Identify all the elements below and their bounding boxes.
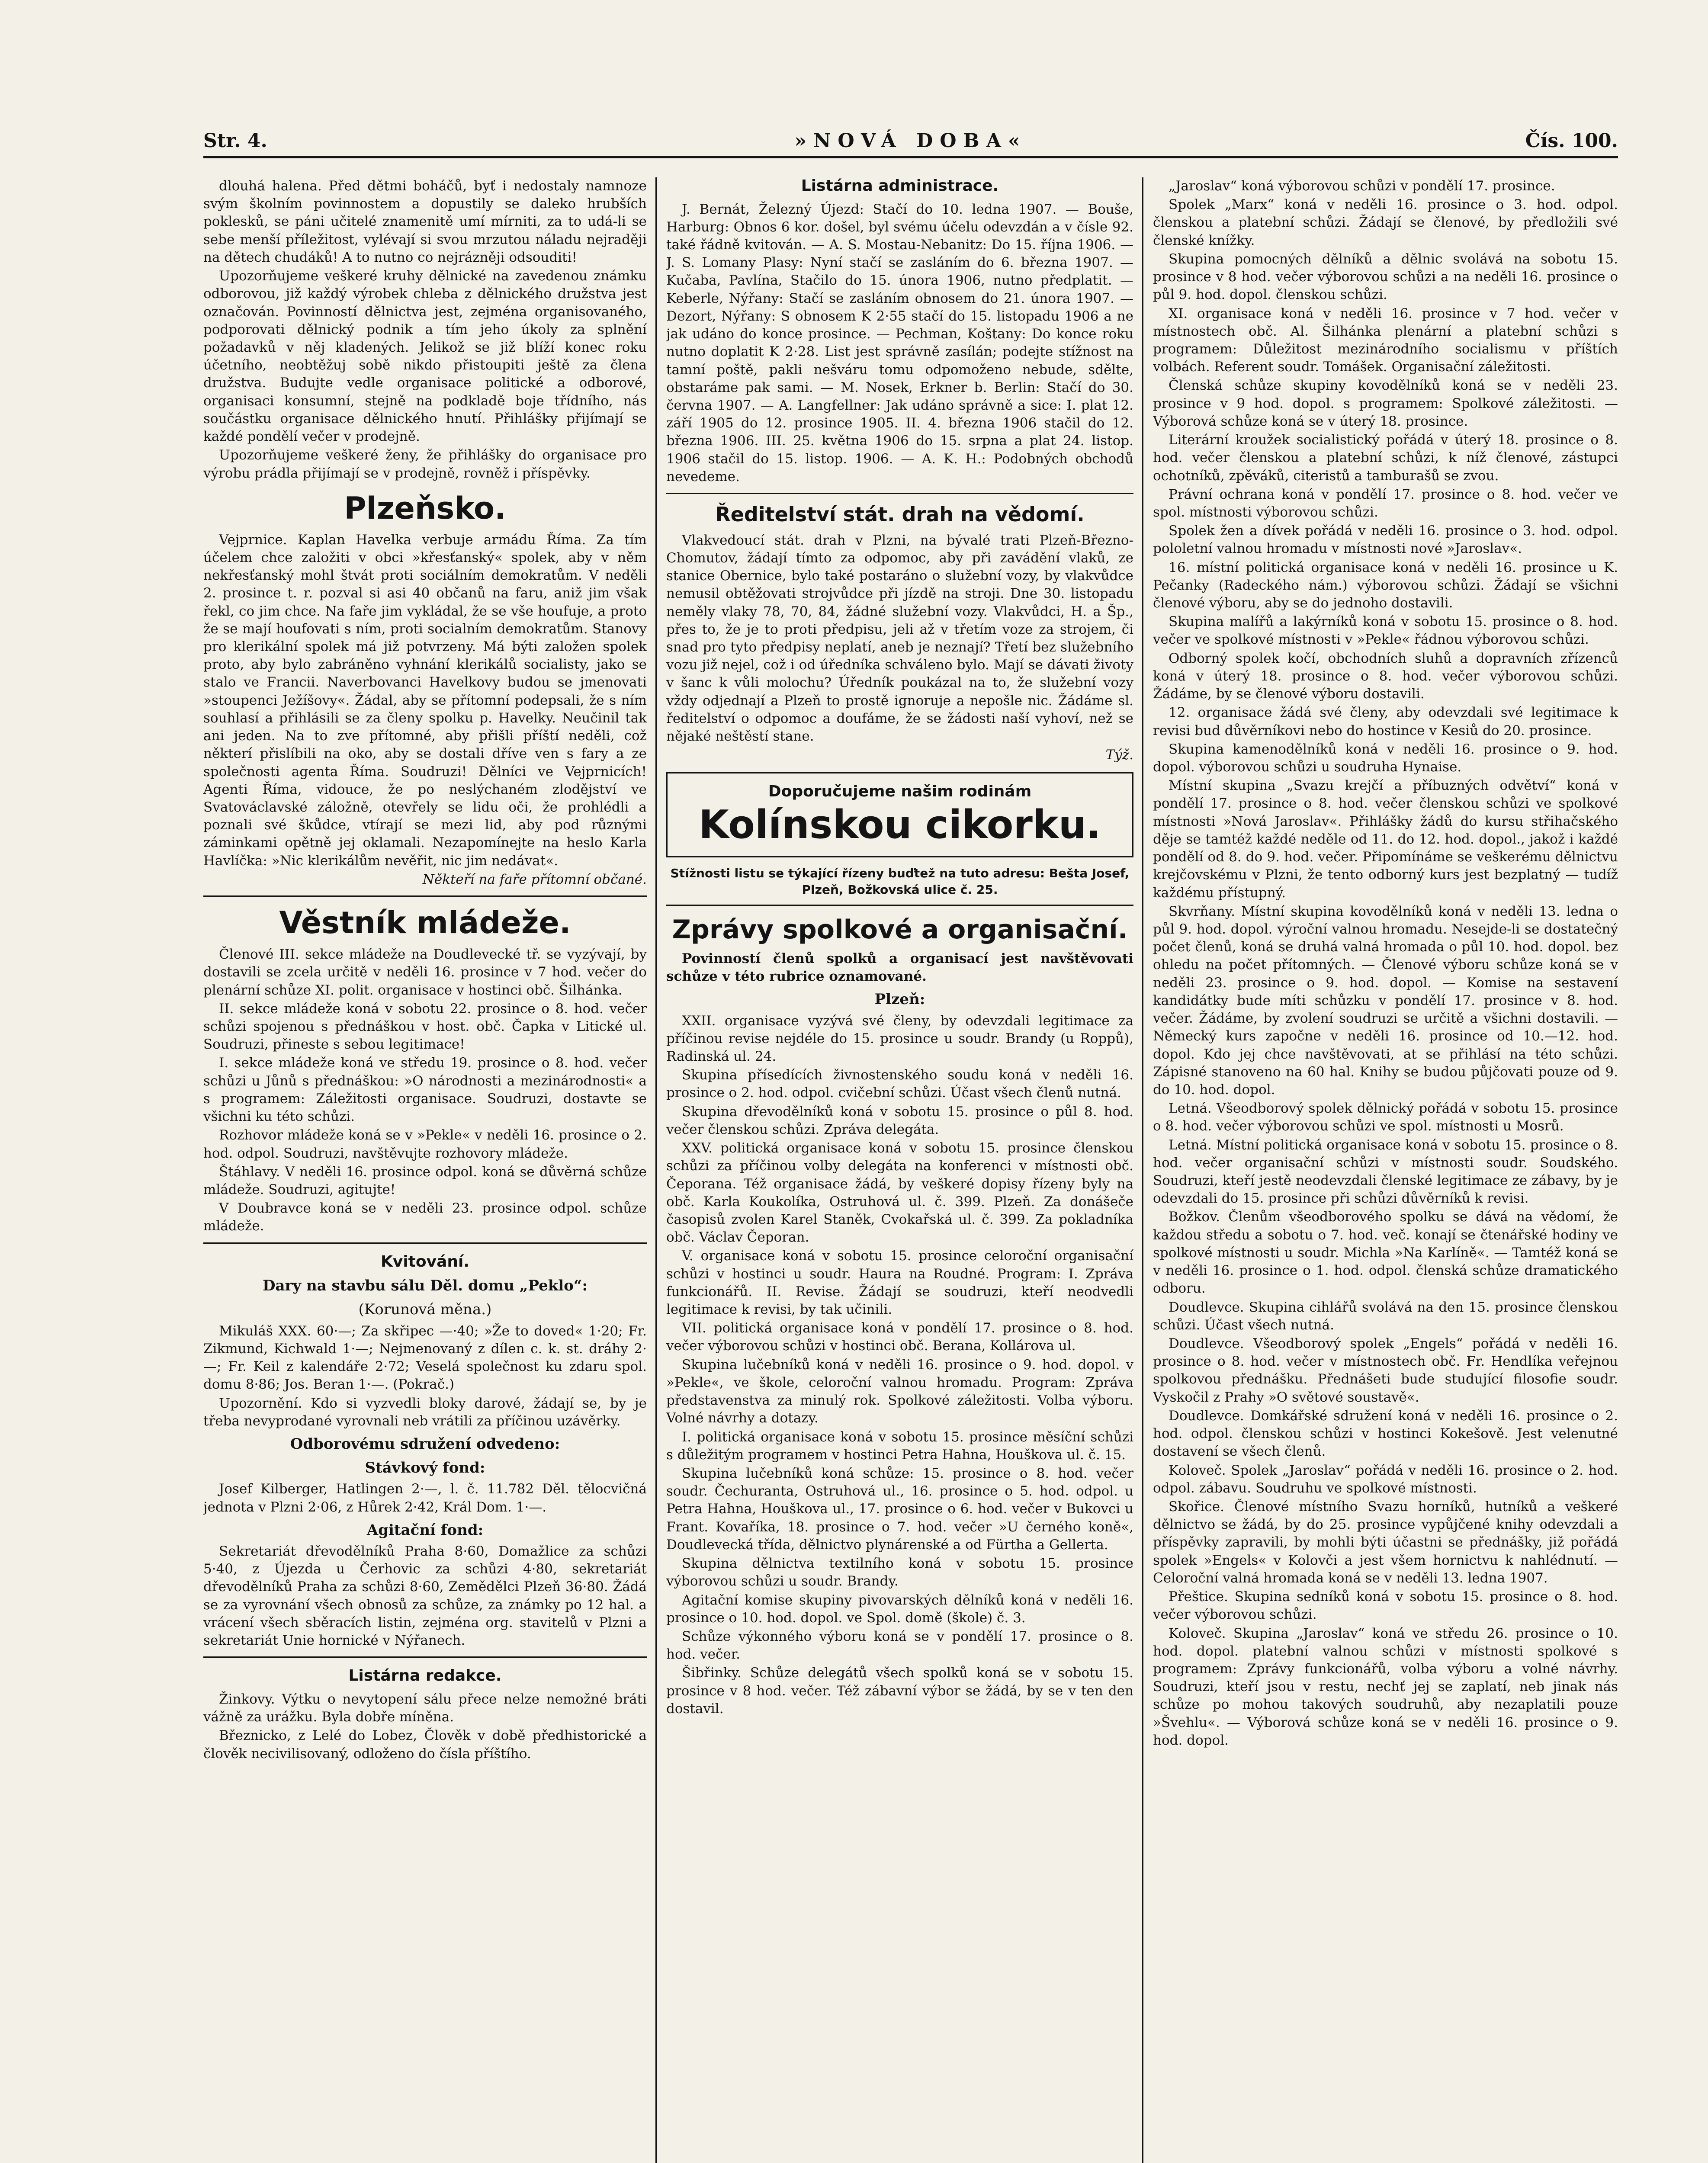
ad-product: Kolínskou cikorku. [699,802,1101,848]
paragraph: Povinností členů spolků a organisací jest navštěvovati schůze v této rubrice oznamované. [666,950,1133,985]
paragraph: VII. politická organisace koná v pondělí 17. prosince o 8. hod. večer výborovou schůzi v hostinci obč. Berana, Kollárova ul. [666,1320,1133,1354]
divider [666,905,1133,906]
paragraph: Sekretariát dřevodělníků Praha 8·60, Domažlice za schůzi 5·40, z Újezda u Čerhovic za schůzi 4·80, sekretariát dřevodělníků Praha za schůzi 8·60, Zemědělci Plzeň 36·80. Žádá se za vyrovnání všech obnosů za schůze, za známky po 12 hal. a vrácení všech sběracích listin, zejména org. stavitelů v Plzni a sekretariát Unie hornické v Nýřanech. [203,1544,647,1649]
paragraph: Skupina dělnictva textilního koná v sobotu 15. prosince výborovou schůzi u soudr. Brandy. [666,1556,1133,1589]
paragraph: Schůze výkonného výboru koná se v pondělí 17. prosince o 8. hod. večer. [666,1628,1133,1662]
ad-tagline: Doporučujeme našim rodinám [768,782,1032,800]
section-heading-zpravy-spolkove: Zprávy spolkové a organisační. [672,914,1128,945]
paragraph: Doudlevce. Domkářské sdružení koná v neděli 16. prosince o 2. hod. odpol. členskou schůzi v hostinci Kokešově. Jest velenutné dostavení se všech členů. [1153,1408,1618,1460]
section-heading-reditelstvi: Ředitelství stát. drah na vědomí. [715,503,1085,526]
paragraph: Vlakvedoucí stát. drah v Plzni, na bývalé trati Plzeň-Březno-Chomutov, žádají tímto za odpomoc, aby při zavádění vlaků, ze stanice Obernice, bylo také postaráno o služební vozy, by vlakvůdce nemusil obtěžovati strojvůdce při jízdě na stroji. Dne 30. listopadu neměly vlaky 78, 70, 84, žádné služební vozy. Vlakvůdci, H. a Šp., přes to, že je to proti předpisu, jeli až v třetím voze za strojem, či snad pro tyto předpisy neplatí, aneb je neznají? Třetí bez služebního vozu již nejel, což i od úředníka schváleno bylo. Mají se dávati životy v šanc k vůli molochu? Úředník poukázal na to, že služební vozy vždy odjednají a Plzeň to prostě ignoruje a nepošle nic. Žádáme sl. ředitelství o odpomoc a doufáme, že se žádosti naší vyhoví, než se nějaké neštěstí stane. [666,532,1133,745]
paragraph: Upozornění. Kdo si vyzvedli bloky darové, žádají se, by je třeba nevyprodané vyrovnali neb vrátili za příčinou uzávěrky. [203,1395,647,1429]
paragraph: V. organisace koná v sobotu 15. prosince celoroční organisační schůzi v hostinci u soudr. Haura na Roudné. Program: I. Zpráva funkcionářů. II. Revise. Žádají se soudruzi, kteří neodvedli legitimace k revisi, by tak učinili. [666,1248,1133,1318]
section-heading-listarna-redakce: Listárna redakce. [348,1667,502,1685]
subheading: (Korunová měna.) [358,1301,492,1319]
paragraph: XI. organisace koná v neděli 16. prosince v 7 hod. večer v místnostech obč. Al. Šilhánka plenární a platební schůzi s programem: Důležitost mezinárodního socialismu v příštích volbách. Referent soudr. Tomášek. Organisační záležitosti. [1153,305,1618,375]
paragraph: Letná. Všeodborový spolek dělnický pořádá v sobotu 15. prosince o 8. hod. večer výborovou schůzi ve spol. místnosti u Mosrů. [1153,1101,1618,1134]
paragraph: Místní skupina „Svazu krejčí a příbuzných odvětví“ koná v pondělí 17. prosince o 8. hod. večer členskou schůzi ve spolkové místnosti »Nová Jaroslav«. Přihlášky žádů do kursu střihačského děje se tamtéž každé neděle od 11. do 12. hod. dopol., jakož i každé pondělí od 8. do 9. hod. večer. Připomínáme se veškerému dělnictvu krejčovskému v Plzni, že tento odborný kurs jest bezplatný — tudíž každému přístupný. [1153,778,1618,901]
paragraph: Koloveč. Spolek „Jaroslav“ pořádá v neděli 16. prosince o 2. hod. odpol. zábavu. Soudruhu ve spolkové místnosti. [1153,1462,1618,1496]
masthead-title: »NOVÁ DOBA« [794,130,1027,152]
paragraph: Skupina přísedících živnostenského soudu koná v neděli 16. prosince o 2. hod. odpol. cvičební schůzi. Účast všech členů nutná. [666,1067,1133,1101]
subheading: Stávkový fond: [365,1459,485,1477]
divider [203,1242,647,1244]
paragraph: J. Bernát, Železný Újezd: Stačí do 10. ledna 1907. — Bouše, Harburg: Obnos 6 kor. došel, byl svému účelu odevzdán a v čísle 92. také řádně kvitován. — A. S. Mostau-Nebanitz: Do 15. října 1906. — J. S. Lomany Plasy: Nyní stačí se zasláním do 6. března 1907. — Kučaba, Pavlína, Stačilo do 15. února 1906, nutno předplatit. — Keberle, Nýřany: Stačí se zasláním obnosem do 21. února 1907. — Dezort, Nýřany: S obnosem K 2·55 stačí do 15. listopadu 1906 a ne jak udáno do konce prosince. — Pechman, Koštany: Do konce roku nutno doplatit K 2·28. List jest správně zasílán; podejte stížnost na tamní poště, pakli nešváru tomu odpomoženo nebude, sdělte, obstaráme pak sami. — M. Nosek, Erkner b. Berlin: Stačí do 30. června 1907. — A. Langfellner: Jak udáno správně a sice: I. plat 12. září 1905 do 12. prosince 1905. II. 4. března 1906 stačil do 12. března 1906. III. 25. května 1906 do 15. srpna a plat 24. listop. 1906 stačil do 15. listop. 1906. — A. K. H.: Podobných obchodů nevedeme. [666,201,1133,485]
paragraph: Skupina malířů a lakýrníků koná v sobotu 15. prosince o 8. hod. večer ve spolkové místnosti v »Pekle« řádnou výborovou schůzi. [1153,614,1618,648]
paragraph: I. politická organisace koná v sobotu 15. prosince měsíční schůzi s důležitým programem v hostinci Petra Hahna, Houškova ul. č. 15. [666,1429,1133,1463]
subheading: Dary na stavbu sálu Děl. domu „Peklo“: [262,1277,588,1295]
column-3 [1153,177,1618,2163]
paragraph: Vejprnice. Kaplan Havelka verbuje armádu Říma. Za tím účelem chce založiti v obci »křesťanský« spolek, aby v něm nekřesťanský mohl štvát proti sociálním demokratům. V neděli 2. prosince t. r. pozval si asi 40 občanů na faru, aniž jim však řekl, co jim chce. Na faře jim vykládal, že se vše houfuje, a proto že se mají houfovati s ním, proti socialním demokratům. Stanovy pro klerikální spolek má již potvrzeny. Má býti založen spolek proto, aby bylo zabráněno vyhnání klerikálů socialisty, jako se stalo ve Francii. Naverbovanci Havelkovy budou se jmenovati »stoupenci Ježíšovy«. Žádal, aby se přítomní podepsali, že s ním souhlasí a přihlásili se za členy spolku p. Havelky. Neučinil tak ani jeden. Na to zve přítomné, aby přišli příští neděli, což některí přislíbili na oko, aby se dostali dříve ven s fary a ze společnosti agenta Říma. Soudruzi! Dělníci ve Vejprnicích! Agenti Říma, vidouce, že po neslýchaném zlodějství ve Svatováclavské záložně, otevřely se lidu oči, že prohlédli a poznali své škůdce, vtírají se mezi lid, aby pod různými záminkami opětně jej oklamali. Nezapomínejte na heslo Karla Havlíčka: »Nic klerikálům nevěřit, nic jim nedávat«. [203,532,647,869]
page-header [203,130,1618,158]
column-rule [1142,177,1143,2163]
paragraph: Spolek „Marx“ koná v neděli 16. prosince o 3. hod. odpol. členskou a platební schůzi. Žádají se členové, by předložili své členské knížky. [1153,197,1618,248]
subheading: Odborovému sdružení odvedeno: [290,1435,560,1453]
paragraph: V Doubravce koná se v neděli 23. prosince odpol. schůze mládeže. [203,1200,647,1234]
paragraph: Skvrňany. Místní skupina kovodělníků koná v neděli 13. ledna o půl 9. hod. dopol. výroční valnou hromadu. Nesejde-li se dostatečný počet členů, koná se druhá valná hromada o půl 10. hod. dopol. bez ohledu na počet přítomných. — Členové výboru schůze koná se v neděli 23. prosince o 9. hod. dopol. — Komise na sestavení kandidátky bude míti schůzku v pondělí 17. prosince v 8. hod. večer. Žádáme, by zvolení soudruzi se určitě a všichni dostavili. — Německý kurs započne v neděli 16. prosince od 10.—12. hod. dopol. Kdo jej chce navštěvovati, at se přihlásí na této schůzi. Zápisné stanoveno na 60 hal. Knihy se budou půjčovati pouze od 9. do 10. hod. dopol. [1153,903,1618,1098]
paragraph: Skupina pomocných dělníků a dělnic svolává na sobotu 15. prosince v 8 hod. večer výborovou schůzi a na neděli 16. prosince o půl 9. hod. dopol. členskou schůzi. [1153,251,1618,303]
paragraph: Josef Kilberger, Hatlingen 2·—, l. č. 11.782 Děl. tělocvičná jednota v Plzni 2·06, z Hůrek 2·42, Král Dom. 1·—. [203,1481,647,1515]
paragraph: Právní ochrana koná v pondělí 17. prosince o 8. hod. večer ve spol. místnosti výborovou schůzi. [1153,486,1618,520]
paragraph: Šibřinky. Schůze delegátů všech spolků koná se v sobotu 15. prosince v 8 hod. večer. Též zábavní výbor se žádá, by se v ten den dostavil. [666,1665,1133,1717]
paragraph: Štáhlavy. V neděli 16. prosince odpol. koná se důvěrná schůze mládeže. Soudruzi, agitujte! [203,1164,647,1197]
paragraph: „Jaroslav“ koná výborovou schůzi v pondělí 17. prosince. [1169,178,1555,194]
signature: Týž. [1105,747,1133,763]
page-number: Str. 4. [203,130,267,152]
paragraph: Božkov. Členům všeodborového spolku se dává na vědomí, že každou středu a sobotu o 7. hod. več. konají se čtenářské hodiny ve spolkové místnosti u soudr. Michla »Na Karlíně«. — Tamtéž koná se v neděli 16. prosince o 1. hod. odpol. členská schůze dramatického odboru. [1153,1209,1618,1297]
divider [203,1656,647,1658]
paragraph: Upozorňujeme veškeré kruhy dělnické na zavedenou známku odborovou, již každý výrobek chleba z dělnického družstva jest označován. Povinností dělnictva jest, zejména organisovaného, podporovati dělnický podnik a tím jeho úkoly za splnění požadavků v něj kladených. Jelikož se již blíží konec roku účetního, neobtěžuj sobě nikdo přistoupiti ještě za člena družstva. Budujte vedle organisace politické a odborové, organisaci konsumní, stejně na podkladě boje třídního, nás součástku organisace dělnického hnutí. Přihlášky přijímají se každé pondělí večer v prodejně. [203,268,647,445]
column-1 [203,177,647,2163]
paragraph: Koloveč. Skupina „Jaroslav“ koná ve středu 26. prosince o 10. hod. dopol. platební valnou schůzi v místnosti spolkové s programem: Zprávy funkcionářů, volba výboru a volné návrhy. Soudruzi, kteří jsou v restu, nechť jej se zaplatí, neb jinak nás schůze po mohou takových soudruhů, aby nezaplatili pouze »Švehlu«. — Výborová schůze koná se v neděli 16. prosince o 9. hod. dopol. [1153,1625,1618,1748]
paragraph: Mikuláš XXX. 60·—; Za skřipec —·40; »Že to doved« 1·20; Fr. Zikmund, Kichwald 1·—; Nejmenovaný z dílen c. k. st. dráhy 2·—; Fr. Keil z kalendáře 2·72; Veselá společnost ku zdaru spol. domu 8·86; Jos. Beran 1·—. (Pokrač.) [203,1323,647,1393]
paragraph: Přeštice. Skupina sedníků koná v sobotu 15. prosince o 8. hod. večer výborovou schůzi. [1153,1589,1618,1623]
divider [203,895,647,897]
paragraph: Skupina dřevodělníků koná v sobotu 15. prosince o půl 8. hod. večer členskou schůzi. Zpráva delegáta. [666,1104,1133,1137]
paragraph: Rozhovor mládeže koná se v »Pekle« v neděli 16. prosince o 2. hod. odpol. Soudruzi, navštěvujte rozhovory mládeže. [203,1127,647,1161]
paragraph: 12. organisace žádá své členy, aby odevzdali své legitimace k revisi bud důvěrníkovi nebo do hostince v Kesiů do 20. prosince. [1153,705,1618,738]
paragraph: dlouhá halena. Před dětmi boháčů, byť i nedostaly namnoze svým školním povinnostem a dopustily se daleko hrubších poklesků, se páni učitelé znamenitě umí mírniti, za to udá-li se sebe menší příležitost, vylévají si svou mrzutou náladu nejraději na dětech chudáků! A to nutno co nejrázněji odsouditi! [203,178,647,265]
paragraph: Upozorňujeme veškeré ženy, že přihlášky do organisace pro výrobu prádla přijímají se v prodejně, rovněž i příspěvky. [203,447,647,481]
paragraph: Literární kroužek socialistický pořádá v úterý 18. prosince o 8. hod. večer členskou a platební schůzi, k níž členové, zástupci ochotníků, zpěváků, citeristů a tamburašů se zvou. [1153,432,1618,484]
subheading: Agitační fond: [366,1521,484,1539]
section-heading-kvitovani: Kvitování. [380,1252,470,1271]
paragraph: Letná. Místní politická organisace koná v sobotu 15. prosince o 8. hod. večer organisační schůzi v místnosti soudr. Soudského. Soudruzi, kteří jestě neodevzdali členské legitimace ze zábavy, by je odevzdali do 15. prosince při schůzi důvěrníků k revisi. [1153,1137,1618,1207]
paragraph: Odborný spolek kočí, obchodních sluhů a dopravních zřízenců koná v úterý 18. prosince o 8. hod. večer výborovou schůzi. Žádáme, by se členové výboru dostavili. [1153,650,1618,702]
issue-number: Čís. 100. [1525,130,1618,152]
column-rule [655,177,657,2163]
paragraph: Skupina lučebníků koná schůze: 15. prosince o 8. hod. večer soudr. Čechuranta, Ostruhová ul., 16. prosince o 5. hod. odpol. u Petra Hahna, Houškova ul., 17. prosince o 6. hod. večer v Bukovci u Frant. Kovaříka, 18. prosince o 7. hod. večer »U černého koně«, Doudlevecká třída, dělnictvo plynárenské a od Fürtha a Gellerta. [666,1466,1133,1553]
paragraph: Agitační komise skupiny pivovarských dělníků koná v neděli 16. prosince o 10. hod. dopol. ve Spol. domě (škole) č. 3. [666,1592,1133,1626]
section-heading-vestnik-mladeze: Věstník mládeže. [279,905,571,941]
paragraph: Spolek žen a dívek pořádá v neděli 16. prosince o 3. hod. odpol. pololetní valnou hromadu v místnosti nové »Jaroslav«. [1153,523,1618,557]
advertisement [666,772,1133,858]
paragraph: Skupina kamenodělníků koná v neděli 16. prosince o 9. hod. dopol. výborovou schůzi u soudruha Hynaise. [1153,741,1618,775]
column-2 [666,177,1133,2163]
paragraph: XXII. organisace vyzývá své členy, by odevzdali legitimace za příčinou revise nejdéle do 15. prosince u soudr. Brandy (u Roppů), Radinská ul. 24. [666,1013,1133,1064]
paragraph: Členská schůze skupiny kovodělníků koná se v neděli 23. prosince v 9 hod. dopol. s programem: Spolkové záležitosti. — Výborová schůze koná se v úterý 18. prosince. [1153,378,1618,429]
paragraph: Doudlevce. Všeodborový spolek „Engels“ pořádá v neděli 16. prosince o 8. hod. večer v místnostech obč. Fr. Hendlíka veřejnou spolkovou přednášku. Přednášeti bude studující filosofie soudr. Vyskočil z Prahy »O světové soustavě«. [1153,1336,1618,1405]
paragraph: Doudlevce. Skupina cihlářů svolává na den 15. prosince členskou schůzi. Účast všech nutná. [1153,1299,1618,1333]
subheading: Plzeň: [874,991,925,1008]
paragraph: Skupina lučebníků koná v neděli 16. prosince o 9. hod. dopol. v »Pekle«, ve škole, celoroční valnou hromadu. Program: Zpráva představenstva za minulý rok. Spolkové záležitosti. Volba výboru. Volné návrhy a dotazy. [666,1357,1133,1426]
divider [666,493,1133,494]
paragraph: Členové III. sekce mládeže na Doudlevecké tř. se vyzývají, by dostavili se zcela určitě v neděli 16. prosince v 7 hod. večer do plenární schůze XI. polit. organisace v hostinci obč. Šilhánka. [203,947,647,998]
section-heading-plzensko: Plzeňsko. [344,490,506,526]
paragraph: Žinkovy. Výtku o nevytopení sálu přece nelze nemožné bráti vážně za urážku. Byla dobře míněna. [203,1691,647,1725]
paragraph: Skořice. Členové místního Svazu horníků, hutníků a veškeré dělnictvo se žádá, by do 25. prosince vypůjčené knihy odevzdali a příspěvky zapravili, by mohli býti účastni se přednášky, již pořádá spolek »Engels« v Kolovči a jest všem hornictvu k nahlédnutí. — Celoroční valná hromada koná se v neděli 13. ledna 1907. [1153,1499,1618,1586]
paragraph: XXV. politická organisace koná v sobotu 15. prosince členskou schůzi za příčinou volby delegáta na konferenci v místnosti obč. Čeporana. Též organisace žádá, by veškeré dopisy řízeny byly na obč. Karla Koukolíka, Ostruhová ul. č. 399. Plzeň. Za donášeče časopisů zvolen Karel Staněk, Cvokařská ul. č. 399. Za pokladníka obč. Václav Čeporan. [666,1140,1133,1245]
complaints-notice: Stížnosti listu se týkající řízeny buďtež na tuto adresu: Bešta Josef, Plzeň, Božkovská ulice č. 25. [670,866,1130,897]
section-heading-listarna-administrace: Listárna administrace. [801,177,999,195]
paragraph: 16. místní politická organisace koná v neděli 16. prosince u K. Pečanky (Radeckého nám.) výborovou schůzi. Žádají se všichni členové výboru, aby se do jednoho dostavili. [1153,559,1618,611]
signature: Někteří na faře přítomní občané. [422,871,647,887]
paragraph: Březnicko, z Lelé do Lobez, Člověk v době předhistorické a člověk necivilisovaný, odloženo do čísla příštího. [203,1728,647,1762]
paragraph: II. sekce mládeže koná v sobotu 22. prosince o 8. hod. večer schůzi spojenou s přednáškou v host. obč. Čapka v Litické ul. Soudruzi, přineste s sebou legitimace! [203,1001,647,1053]
paragraph: I. sekce mládeže koná ve středu 19. prosince o 8. hod. večer schůzi u Jůnů s přednáškou: »O národnosti a mezinárodnosti« a s programem: Záležitosti organisace. Soudruzi, dostavte se všichni ku této schůzi. [203,1055,647,1125]
